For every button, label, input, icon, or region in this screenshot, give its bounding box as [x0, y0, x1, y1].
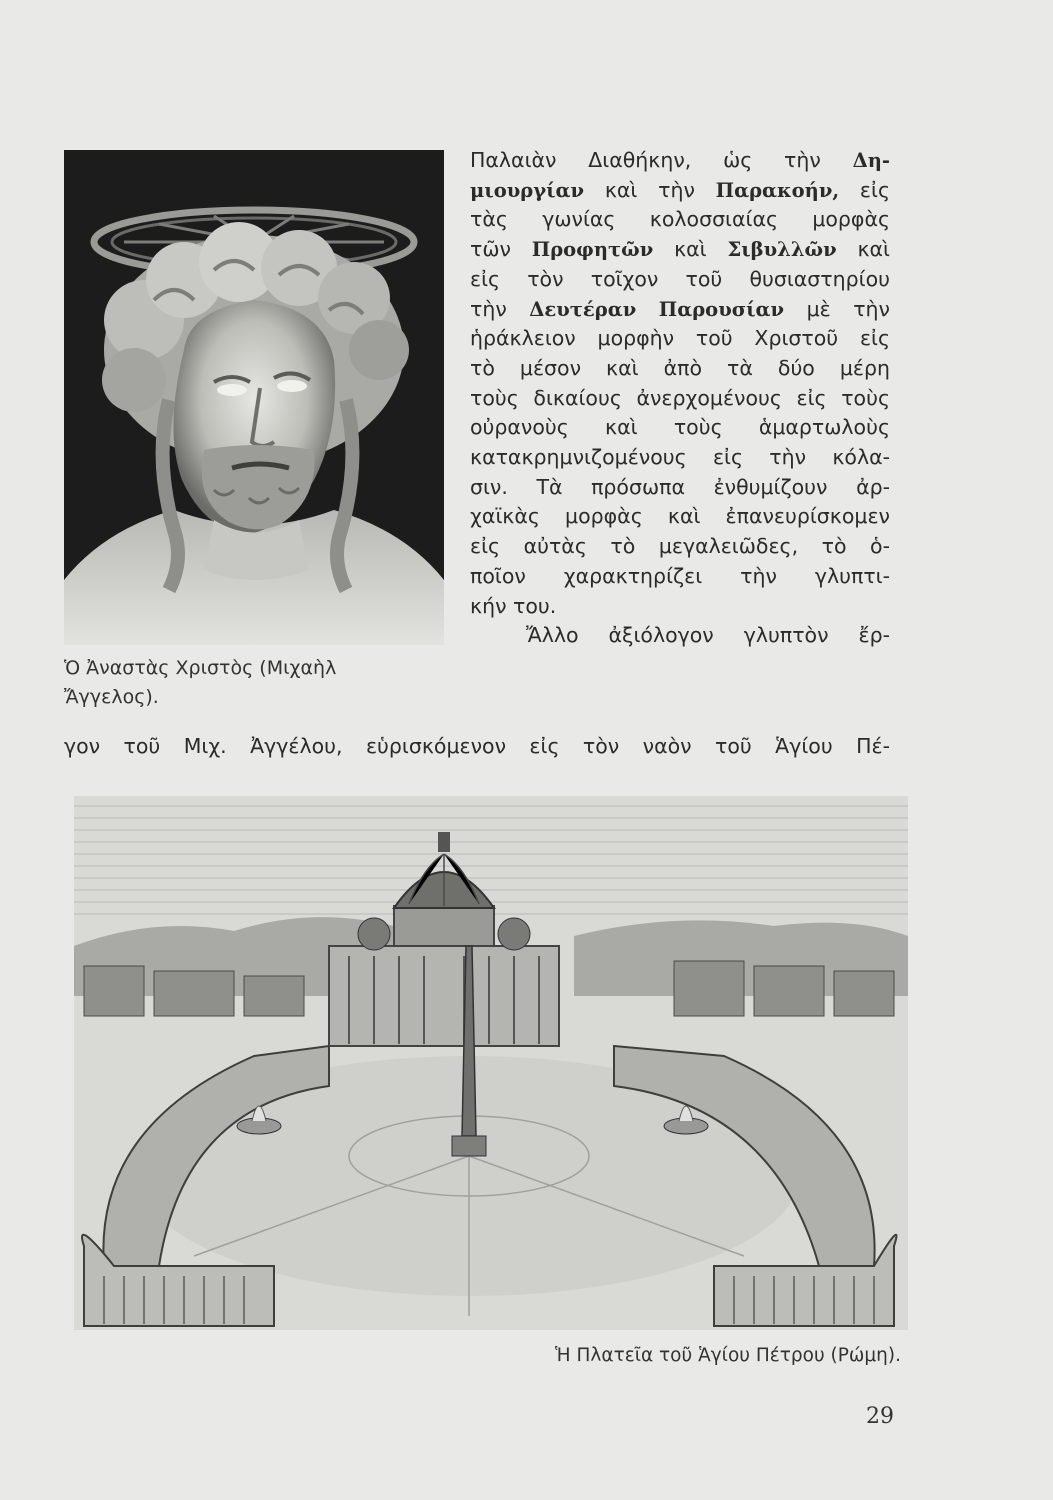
bust-photograph: [64, 150, 444, 645]
text-span: καὶ: [653, 237, 728, 262]
text-line: τὰς γωνίας κολοσσιαίας μορφὰς: [470, 207, 890, 232]
text-span: εἰς: [839, 177, 890, 202]
bold-term: Παρακοήν,: [715, 178, 840, 202]
text-line: ποῖον χαρακτηρίζει τὴν γλυπτι-: [470, 563, 890, 588]
bold-term: Δη-: [852, 149, 890, 172]
text-span: καὶ τὴν: [584, 177, 716, 202]
square-caption: Ἡ Πλατεῖα τοῦ Ἁγίου Πέτρου (Ρώμη).: [555, 1345, 901, 1366]
text-line: χαϊκὰς μορφὰς καὶ ἐπανευρίσκομεν: [470, 504, 890, 529]
text-line: [470, 295, 890, 325]
text-span: [636, 297, 659, 321]
text-span: καὶ: [836, 237, 890, 262]
text-line: ἡράκλειον μορφὴν τοῦ Χριστοῦ εἰς: [470, 326, 890, 351]
bold-term: Σιβυλλῶν: [727, 238, 837, 262]
text-line: [470, 146, 890, 176]
page-number: 29: [866, 1404, 894, 1429]
text-span: μὲ τὴν: [784, 296, 890, 321]
text-span: Παλαιὰν Διαθήκην, ὡς τὴν: [470, 148, 853, 172]
text-line-indented: Ἄλλο ἀξιόλογον γλυπτὸν ἔρ-: [526, 623, 890, 648]
bust-caption-line-2: Ἄγγελος).: [64, 686, 159, 708]
bust-caption-line-1: Ὁ Ἀναστὰς Χριστὸς (Μιχαὴλ: [64, 657, 337, 679]
text-line: τοὺς δικαίους ἀνερχομένους εἰς τοὺς: [470, 385, 890, 410]
text-span: τῶν: [470, 237, 532, 262]
text-line: εἰς αὐτὰς τὸ μεγαλειῶδες, τὸ ὁ-: [470, 534, 890, 559]
bold-term: μιουργίαν: [470, 178, 585, 202]
square-illustration: [74, 796, 908, 1330]
text-line: κήν του.: [470, 593, 557, 618]
bold-term: Δευτέραν: [529, 297, 637, 321]
text-line-full-width: γον τοῦ Μιχ. Ἀγγέλου, εὑρισκόμενον εἰς τὸν ναὸν τοῦ Ἁγίου Πέ-: [64, 734, 890, 758]
bold-term: Παρουσίαν: [658, 297, 785, 321]
bust-illustration: [64, 150, 444, 645]
bold-term: Προφητῶν: [531, 238, 654, 262]
body-text-column: [470, 146, 890, 651]
st-peters-square-engraving: [74, 796, 908, 1330]
text-line: σιν. Τὰ πρόσωπα ἐνθυμίζουν ἀρ-: [470, 474, 890, 499]
bust-caption: [64, 654, 444, 712]
text-line: [470, 176, 890, 206]
text-line: κατακρημνιζομένους εἰς τὴν κόλα-: [470, 445, 890, 470]
text-line: εἰς τὸν τοῖχον τοῦ θυσιαστηρίου: [470, 266, 890, 291]
text-span: τὴν: [470, 296, 530, 321]
text-line: οὐρανοὺς καὶ τοὺς ἁμαρτωλοὺς: [470, 415, 890, 440]
text-line: [470, 235, 890, 265]
text-line: τὸ μέσον καὶ ἀπὸ τὰ δύο μέρη: [470, 355, 890, 380]
